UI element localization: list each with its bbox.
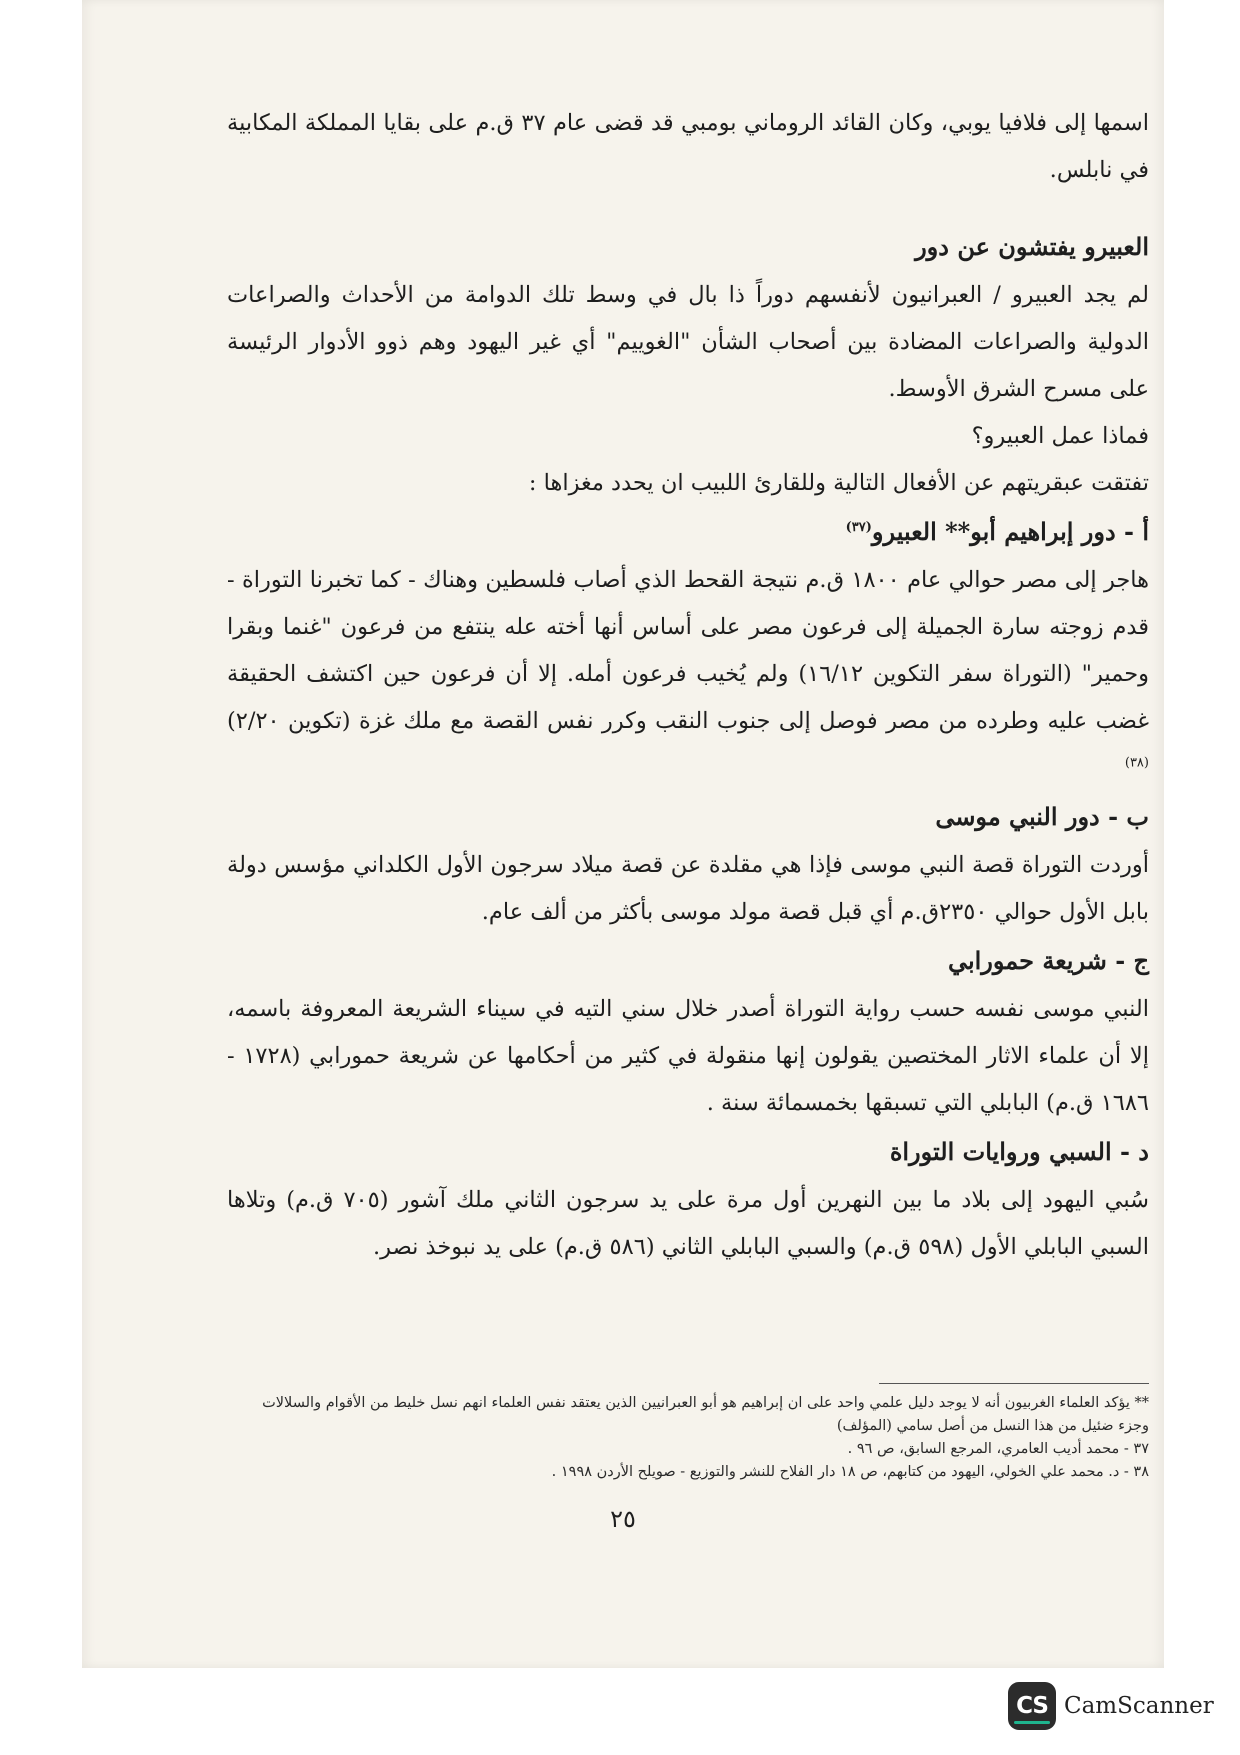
paragraph-genius: تفتقت عبقريتهم عن الأفعال التالية وللقارئ اللبيب ان يحدد مغزاها : <box>528 470 1149 496</box>
paragraph-question: فماذا عمل العبيرو؟ <box>971 423 1149 449</box>
camscanner-label: CamScanner <box>1064 1693 1214 1719</box>
paragraph-hammurabi: النبي موسى نفسه حسب رواية التوراة أصدر خلال سني التيه في سيناء الشريعة المعروفة باسمه، إلا أن علماء الاثار المختصين يقولون إنها منقولة في كثير من أحكامها عن شريعة حمورابي (١٧٢٨ - ١٦٨٦ ق.م) البابلي التي تسبقها بخمسمائة سنة . <box>227 996 1149 1116</box>
section-heading-hebrews-role: العبيرو يفتشون عن دور <box>915 232 1149 261</box>
camscanner-logo-icon: CS <box>1008 1682 1056 1730</box>
footnote-ref-37: (٣٧) <box>845 520 872 535</box>
paragraph-moses: أوردت التوراة قصة النبي موسى فإذا هي مقلدة عن قصة ميلاد سرجون الأول الكلداني مؤسس دولة بابل الأول حوالي ٢٣٥٠ق.م أي قبل قصة مولد موسى بأكثر من ألف عام. <box>227 852 1149 925</box>
footnote-star: ** يؤكد العلماء الغربيون أنه لا يوجد دليل علمي واحد على ان إبراهيم هو أبو العبرانيين الذين يعتقد نفس العلماء انهم نسل خليط من الأقوام والسلالات وجزء ضئيل من هذا النسل من أصل سامي (المؤلف) <box>262 1395 1149 1434</box>
footnote-38: ٣٨ - د. محمد علي الخولي، اليهود من كتابهم، ص ١٨ دار الفلاح للنشر والتوزيع - صويلح الأردن ١٩٩٨ . <box>551 1464 1149 1480</box>
footnotes <box>227 1383 1149 1484</box>
subheading-abraham-text: أ - دور إبراهيم أبو** العبيرو <box>871 517 1149 546</box>
paragraph-no-role: لم يجد العبيرو / العبرانيون لأنفسهم دوراً ذا بال في وسط تلك الدوامة من الأحداث والصراعات الدولية والصراعات المضادة بين أصحاب الشأن "الغوييم" أي غير اليهود وهم ذوو الأدوار الرئيسة على مسرح الشرق الأوسط. <box>227 282 1149 402</box>
page-body <box>227 100 1149 1271</box>
paragraph-abraham <box>227 557 1149 792</box>
subheading-captivity: د - السبي وروايات التوراة <box>889 1137 1149 1166</box>
subheading-moses: ب - دور النبي موسى <box>935 802 1149 831</box>
subheading-hammurabi: ج - شريعة حمورابي <box>947 946 1149 975</box>
footnote-divider <box>879 1383 1149 1384</box>
paragraph-captivity: سُبي اليهود إلى بلاد ما بين النهرين أول مرة على يد سرجون الثاني ملك آشور (٧٠٥ ق.م) وتلاها السبي البابلي الأول (٥٩٨ ق.م) والسبي البابلي الثاني (٥٨٦ ق.م) على يد نبوخذ نصر. <box>227 1187 1149 1260</box>
paragraph-intro: اسمها إلى فلافيا يوبي، وكان القائد الروماني بومبي قد قضى عام ٣٧ ق.م على بقايا المملكة المكابية في نابلس. <box>227 110 1149 183</box>
scanned-page <box>82 0 1164 1668</box>
page-number: ٢٥ <box>610 1505 636 1533</box>
paragraph-abraham-text: هاجر إلى مصر حوالي عام ١٨٠٠ ق.م نتيجة القحط الذي أصاب فلسطين وهناك - كما تخبرنا التوراة - قدم زوجته سارة الجميلة إلى فرعون مصر على أساس أنها أخته عله ينتفع من فرعون "غنما وبقرا وحمير" (التوراة سفر التكوين ١٦/١٢) ولم يُخيب فرعون أمله. إلا أن فرعون حين اكتشف الحقيقة غضب عليه وطرده من مصر فوصل إلى جنوب النقب وكرر نفس القصة مع ملك غزة (تكوين ٢/٢٠) <box>227 567 1149 734</box>
camscanner-watermark <box>1008 1680 1214 1732</box>
subheading-abraham <box>227 507 1149 557</box>
footnote-ref-38: (٣٨) <box>1124 755 1149 771</box>
footnote-37: ٣٧ - محمد أديب العامري، المرجع السابق، ص ٩٦ . <box>847 1441 1149 1457</box>
